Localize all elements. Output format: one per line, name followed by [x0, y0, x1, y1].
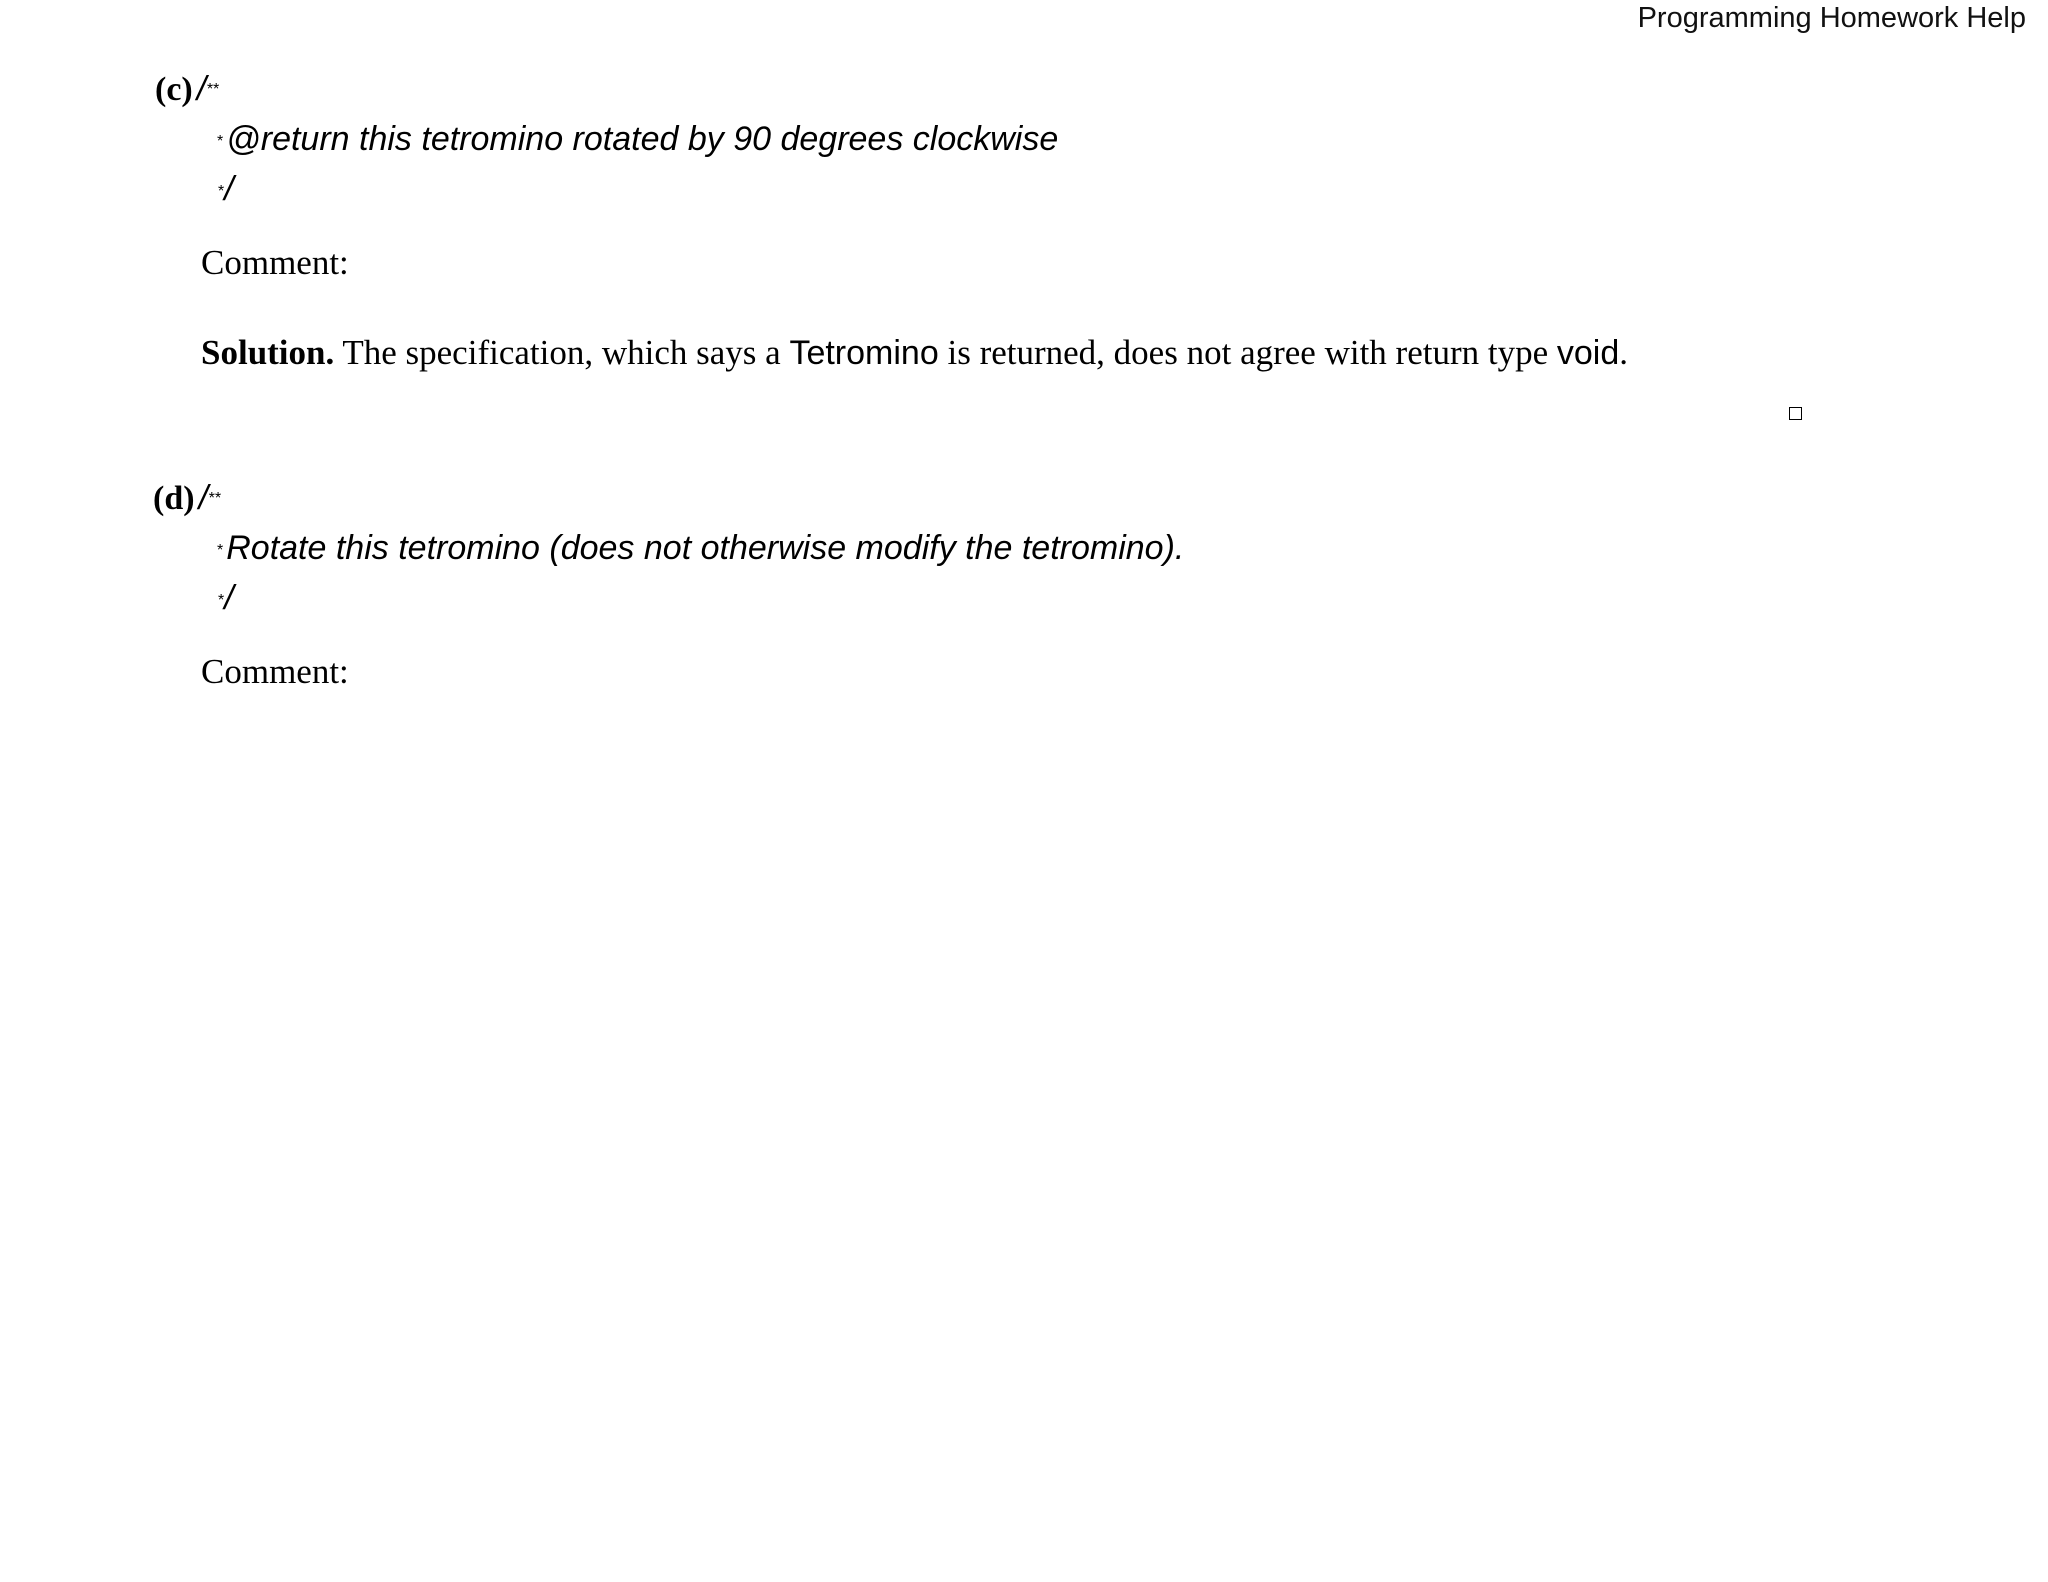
qed-square-icon: [1789, 407, 1802, 420]
part-d-heading: [153, 479, 220, 518]
part-d-doc-text: Rotate this tetromino (does not otherwise modify the tetromino).: [226, 529, 1185, 567]
part-c-solution: Solution. The specification, which says a Tetromino is returned, does not agree with return type void.: [201, 333, 1628, 372]
code-void: void: [1556, 334, 1620, 372]
code-tetromino: Tetromino: [789, 334, 939, 372]
part-d-comment-close: */: [218, 579, 234, 617]
part-c-comment-close: */: [218, 170, 234, 208]
part-d-doc-line: [217, 529, 1184, 568]
solution-lead: Solution.: [201, 333, 335, 372]
part-d-label: (d): [153, 480, 195, 517]
part-c-comment-open: /**: [196, 70, 219, 108]
part-c-comment-label: Comment:: [201, 243, 349, 282]
part-c-doc-text: @return this tetromino rotated by 90 degrees clockwise: [226, 120, 1059, 158]
page-header: Programming Homework Help: [1637, 2, 2026, 34]
part-d-comment-label: Comment:: [201, 652, 349, 691]
part-c-label: (c): [155, 71, 193, 108]
part-d-doc-star: *: [217, 542, 224, 559]
part-c-doc-line: [217, 120, 1058, 159]
part-c-doc-star: *: [217, 133, 224, 150]
part-d-comment-open: /**: [198, 479, 221, 517]
part-c-heading: [155, 70, 219, 109]
